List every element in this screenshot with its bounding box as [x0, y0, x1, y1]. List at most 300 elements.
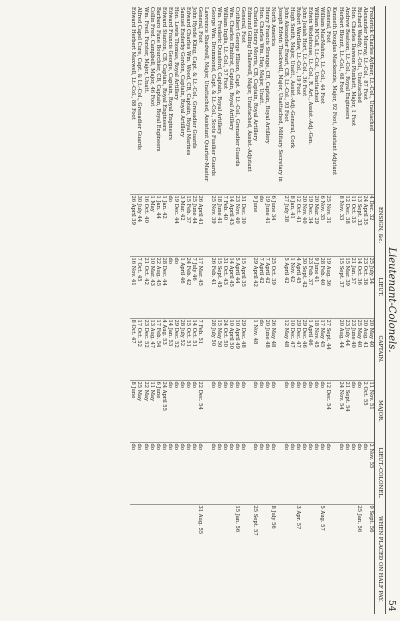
lieut-colonel-date: do [142, 442, 148, 504]
officer-name: Andrew Beatson, Lt.-Col., Royal Engineers [343, 7, 350, 120]
table-row [350, 6, 356, 614]
captain-date: 17 Oct. 52 [136, 318, 142, 380]
lieutenant-date: 25 July 34 [368, 256, 375, 318]
half-pay-date: 8 July 56 [270, 504, 276, 614]
half-pay-date: 25 Sept. 57 [252, 504, 258, 614]
captain-date: 26 May 48 [270, 318, 276, 380]
half-pay-date [301, 504, 307, 614]
ensign-date: 16 Oct. 40 [142, 194, 148, 256]
ensign-date: 25 June 44 [191, 194, 197, 256]
captain-date: 7 Feb. 51 [197, 318, 203, 380]
ensign-date: 31 Dec. 30 [240, 194, 246, 256]
officer-name: Charles Henry Morris, CB, Captain, Royal Artillery [252, 7, 259, 141]
major-date: do [167, 380, 173, 442]
ensign-date [277, 194, 283, 256]
major-date: 22 May [142, 380, 148, 442]
ensign-date: 23 Nov. 40 [234, 194, 240, 256]
lieutenant-date: 1 Nov. 42 [289, 256, 295, 318]
officer-name: Hon. Charles Dawson Plunkett, Major, 1 Foot [349, 7, 356, 127]
captain-date: 15 May 50 [216, 318, 222, 380]
major-date: 22 Dec. 54 [197, 380, 203, 442]
officer-name: Hon. Lewis Thomas, Royal Artillery [173, 7, 179, 101]
officer-name: Edward Herbert Maxwell, Lt.-Col., 88 Foot [130, 7, 137, 120]
lieut-colonel-date: do [319, 442, 325, 504]
lieutenant-date: 15 Sept. 37 [337, 256, 343, 318]
page-number: 54 [386, 600, 396, 612]
half-pay-date [209, 504, 215, 614]
captain-date: 12 May 48 [283, 318, 289, 380]
major-date: 11 May [149, 380, 155, 442]
ensign-date: 24 April 35 [362, 194, 368, 256]
officer-name: George Wm. Drummond, Capt. & Lt.-Col., Scots Fusilier Guards [209, 7, 216, 176]
table-row [136, 6, 142, 614]
lieutenant-date: 10 Mar. 43 [149, 256, 155, 318]
captain-date: 14 Jan. 53 [167, 318, 173, 380]
major-date: do [240, 380, 246, 442]
major-date: do [173, 380, 179, 442]
table-row [185, 6, 191, 614]
major-date: do [289, 380, 295, 442]
lieut-colonel-date: do [264, 442, 270, 504]
officer-name: Collin Fred. Campbell, Major, 46 Foot [148, 7, 155, 107]
ensign-date: 1 May [149, 194, 155, 256]
major-date: do [295, 380, 301, 442]
half-pay-date [179, 504, 185, 614]
lieut-colonel-date: do [197, 442, 203, 504]
lieut-colonel-date: do [270, 442, 276, 504]
captain-date: 18 Nov. 45 [313, 318, 319, 380]
major-date: 21 Sept. 54 [344, 380, 350, 442]
captain-date: 24 Oct. 50 [222, 318, 228, 380]
column-header-lieut-colonel: LIEUT.-COLONEL. [375, 442, 386, 504]
lieut-colonel-date: do [228, 442, 234, 504]
lieutenant-date: 19 Aug. 36 [325, 256, 331, 318]
captain-date: 29 Dec. 48 [240, 318, 246, 380]
half-pay-date [289, 504, 295, 614]
table-row [337, 6, 343, 614]
captain-date: 23 June 40 [350, 318, 356, 380]
officer-name: Wm. Fred. Forster, Major, Unatt. [142, 7, 149, 94]
ensign-date: 20 Nov. 40 [301, 194, 307, 256]
ensign-date: 6 Nov. 35 [319, 194, 325, 256]
ensign-date: 3 Mar. 42 [179, 194, 185, 256]
captain-date: 10 Dec. 47 [289, 318, 295, 380]
captain-date: 10 April 50 [228, 318, 234, 380]
ensign-date: 8 Nov. 33 [337, 194, 343, 256]
officer-name: Lawrence Shadwell, Major, Unattached, Assistant Quarter-Master [203, 7, 210, 182]
table-row [173, 6, 179, 614]
lieut-colonel-date: do [350, 442, 356, 504]
captain-date: 25 May 40 [356, 318, 362, 380]
major-date: 11 Nov. 51 [368, 380, 375, 442]
captain-date: 4 Aug. 53 [161, 318, 167, 380]
table-row [179, 6, 185, 614]
major-date: do [258, 380, 264, 442]
lieutenant-date: 16 Nov. 41 [130, 256, 136, 318]
lieut-colonel-date: do [252, 442, 258, 504]
ensign-date: do [258, 194, 264, 256]
officer-name: John Hynde Kling, Capt. & Lt.-Col., Grenadier Guards [191, 7, 198, 149]
lieutenant-date: 14 Oct. 36 [356, 256, 362, 318]
table-body [130, 6, 374, 614]
lieut-colonel-date: do [313, 442, 319, 504]
captain-date: 27 Sept. 44 [325, 318, 331, 380]
major-date: do [234, 380, 240, 442]
major-date: 25 May [136, 380, 142, 442]
ensign-date: 1 Jan. 42 [161, 194, 167, 256]
lieut-colonel-date [203, 442, 209, 504]
column-header-half-pay: WHEN PLACED ON HALF PAY. [375, 504, 386, 614]
major-date: do [350, 380, 356, 442]
officer-name: Hugh Smith, Major, Unatt., Assist.-Adj.-General, Cork [288, 7, 295, 149]
major-date: do [283, 380, 289, 442]
table-row [161, 6, 167, 614]
officer-name: Kenneth Douglas Mackenzie, Major, 92 Foot, Assistant Adjutant [331, 7, 338, 176]
officers-register-table [130, 6, 386, 614]
table-row [295, 6, 301, 614]
half-pay-date [222, 504, 228, 614]
ensign-date: 19 Dec. 44 [173, 194, 179, 256]
ensign-date: 1 Jan. 44 [155, 194, 161, 256]
half-pay-date: 3 Apr. 57 [295, 504, 301, 614]
lieut-colonel-date: do [307, 442, 313, 504]
half-pay-date [161, 504, 167, 614]
ensign-date: 19 June 41 [264, 194, 270, 256]
lieutenant-date: 4 April 45 [295, 256, 301, 318]
major-date [203, 380, 209, 442]
lieutenant-date: do [167, 256, 173, 318]
ensign-date: 30 July 44 [136, 194, 142, 256]
captain-date: do [258, 318, 264, 380]
table-header-row [375, 6, 386, 614]
table-row [356, 6, 362, 614]
captain-date: 1 Nov. 48 [252, 318, 258, 380]
lieut-colonel-date: do [216, 442, 222, 504]
officer-name: Joseph Edwin Thackwell, Major, Unattached, Military Secretary in [276, 7, 283, 182]
captain-date: 29 Dec. 46 [301, 318, 307, 380]
lieut-colonel-date: do [295, 442, 301, 504]
lieut-colonel-date: do [337, 442, 343, 504]
officer-name: Herbert Blount, Lt.-Col., 68 Foot [337, 7, 344, 93]
lieutenant-date: do [173, 256, 179, 318]
lieutenant-date: 5 April 42 [283, 256, 289, 318]
table-row [258, 6, 264, 614]
officer-name: William M'Call, Lt.-Col., Unattached [313, 7, 320, 103]
half-pay-date [136, 504, 142, 614]
table-row [142, 6, 148, 614]
lieut-colonel-date: do [240, 442, 246, 504]
lieut-colonel-date: do [173, 442, 179, 504]
half-pay-date [240, 504, 246, 614]
lieutenant-date: 29 April 42 [252, 256, 258, 318]
officer-name: Wm. Frederic Dunsford, Captain, Royal Artillery [215, 7, 222, 135]
lieutenant-date: 15 Mar. 39 [344, 256, 350, 318]
table-row [222, 6, 228, 614]
officer-name: General, Foot [240, 7, 247, 43]
officer-name: General, Foot [197, 7, 204, 43]
officer-name: Edwin Wodehouse, Lt.-Col., R. Art., Assist.-Adj.-Gen. [307, 7, 314, 145]
lieutenant-date: 23 Oct. 38 [362, 256, 368, 318]
column-header-captain: CAPTAIN. [375, 318, 386, 380]
lieut-colonel-date [277, 442, 283, 504]
lieut-colonel-date: do [234, 442, 240, 504]
lieutenant-date: 5 April 44 [234, 256, 240, 318]
ensign-date: 11 Oct. 33 [350, 194, 356, 256]
half-pay-date: 15 Jan. 56 [234, 504, 240, 614]
lieut-colonel-date: do [149, 442, 155, 504]
officer-name: Edmund Gilling Hallewell, Major, Unattached, Assist.-Adjutant [246, 7, 253, 172]
officer-name: Alfred Capel Cure, Capt. & Lt.-Col., Grenadier Guards [136, 7, 143, 150]
lieutenant-date: 7 April 42 [264, 256, 270, 318]
half-pay-date [216, 504, 222, 614]
ensign-date: 20 Mar. 29 [313, 194, 319, 256]
officer-name: John Josiah Hort, Lt.-Col., 36 Foot [300, 7, 307, 97]
table-row [203, 6, 209, 614]
major-date: do [307, 380, 313, 442]
lieut-colonel-date: do [362, 442, 368, 504]
ensign-date: 8 Jan. 41 [289, 194, 295, 256]
captain-date: 17 Feb. 54 [155, 318, 161, 380]
half-pay-date [350, 504, 356, 614]
officer-name: Hon. Charles Wm. Hay, Major, Unatt. [258, 7, 265, 105]
major-date: 8 June [130, 380, 136, 442]
table-row [167, 6, 173, 614]
table-row [307, 6, 313, 614]
officer-name: Edward Charles Wm. Wood, CB, Captain, Royal Marines [185, 7, 192, 156]
captain-date: 20 June 48 [264, 318, 270, 380]
half-pay-date [142, 504, 148, 614]
lieut-colonel-date: do [185, 442, 191, 504]
lieutenant-date: 7 April 42 [258, 256, 264, 318]
captain-date: 8 Oct. 47 [130, 318, 136, 380]
lieut-colonel-date: do [356, 442, 362, 504]
lieutenant-date: 7 July 46 [191, 256, 197, 318]
officer-name: General, Foot [325, 7, 332, 43]
captain-date: 29 Dec. 52 [173, 318, 179, 380]
officer-name: Henry Francis Strange, CB, Captain, Royal Artillery [264, 7, 271, 144]
table-row [289, 6, 295, 614]
officer-name: William Inglis, Lt.-Col., 57 Foot [221, 7, 228, 90]
major-date: do [179, 380, 185, 442]
half-pay-date [155, 504, 161, 614]
major-date: do [319, 380, 325, 442]
lieut-colonel-date: do [136, 442, 142, 504]
half-pay-date [203, 504, 209, 614]
captain-date: 28 July 52 [179, 318, 185, 380]
table-row [283, 6, 289, 614]
officer-name: Robert Wardlaw, Lt.-Col., 19 Foot [294, 7, 301, 95]
lieut-colonel-date: do [167, 442, 173, 504]
major-date: 6 June [155, 380, 161, 442]
column-header-major: MAJOR. [375, 380, 386, 442]
table-row [155, 6, 161, 614]
major-date: do [313, 380, 319, 442]
captain-date: 17 May 45 [319, 318, 325, 380]
ensign-date: 26 April 39 [130, 194, 136, 256]
ensign-date: 12 Oct. 41 [295, 194, 301, 256]
lieutenant-date [277, 256, 283, 318]
major-date: do [264, 380, 270, 442]
major-date: 12 Dec. 54 [325, 380, 331, 442]
captain-date: 15 Oct. 51 [185, 318, 191, 380]
lieut-colonel-date: do [155, 442, 161, 504]
lieut-colonel-date: do [301, 442, 307, 504]
officer-name: Cuthbert George Ellison, Capt. & Lt.-Col., Grenadier Guards [233, 7, 240, 167]
half-pay-date: 5 Aug. 57 [319, 504, 325, 614]
captain-date: 1 April 46 [307, 318, 313, 380]
lieut-colonel-date: do [130, 442, 136, 504]
ensign-date: 4 Dec. 32 [368, 194, 375, 256]
lieutenant-date: 17 Mar. 45 [197, 256, 203, 318]
ensign-date: 25 Nov. 39 [209, 194, 215, 256]
captain-date: 10 April 49 [234, 318, 240, 380]
major-date: do [222, 380, 228, 442]
captain-date: 29 Dec. 47 [295, 318, 301, 380]
lieutenant-date: 15 Sept. 45 [216, 256, 222, 318]
ensign-date: 14 April 43 [228, 194, 234, 256]
major-date: 24 Nov. 54 [337, 380, 343, 442]
half-pay-date [277, 504, 283, 614]
major-date [277, 380, 283, 442]
running-title: Lieutenant-Colonels. [386, 247, 397, 353]
half-pay-date [337, 504, 343, 614]
major-date: do [216, 380, 222, 442]
captain-date: 20 May 40 [368, 318, 375, 380]
ensign-date: 9 June [252, 194, 258, 256]
major-date: do [209, 380, 215, 442]
officer-name: Barbaro Fane Bourchier, CB, Captain, Royal Engineers [154, 7, 161, 152]
table-row [368, 6, 375, 614]
lieutenant-date: 24 Feb. 42 [185, 256, 191, 318]
captain-date [277, 318, 283, 380]
half-pay-date: 31 Aug. 55 [197, 504, 203, 614]
lieut-colonel-date: do [344, 442, 350, 504]
lieut-colonel-date: do [209, 442, 215, 504]
half-pay-date [331, 504, 337, 614]
column-header-lieut: LIEUT. [375, 256, 386, 318]
ensign-date: 27 July 38 [283, 194, 289, 256]
major-date: do [356, 380, 362, 442]
half-pay-date [173, 504, 179, 614]
column-header-ensign: ENSIGN, &c. [375, 194, 386, 256]
table-row [344, 6, 350, 614]
column-header-name [375, 6, 386, 194]
ensign-date: 15 Feb. 37 [185, 194, 191, 256]
ensign-date: 19 Dec. 34 [307, 194, 313, 256]
captain-date: 14 Oct. 51 [191, 318, 197, 380]
major-date: 2 Oct. 55 [362, 380, 368, 442]
half-pay-date [149, 504, 155, 614]
lieut-colonel-date [331, 442, 337, 504]
major-date [246, 380, 252, 442]
officer-name: Edward Stanton, CB, Captain, Royal Engineers [160, 7, 167, 132]
table-row [277, 6, 283, 614]
lieut-colonel-date: do [179, 442, 185, 504]
ensign-date: 7 Feb. 40 [222, 194, 228, 256]
table-row [234, 6, 240, 614]
major-date: do [185, 380, 191, 442]
half-pay-date [130, 504, 136, 614]
table-row [331, 6, 337, 614]
major-date: 24 April 55 [161, 380, 167, 442]
officer-name: Edward Francis George, Captain, Royal Engineers [166, 7, 173, 140]
half-pay-date [307, 504, 313, 614]
half-pay-date [283, 504, 289, 614]
half-pay-date [258, 504, 264, 614]
lieutenant-date: 31 Oct. 43 [222, 256, 228, 318]
lieutenant-date: 21 Oct. 42 [142, 256, 148, 318]
lieut-colonel-date [246, 442, 252, 504]
table-row [209, 6, 215, 614]
lieut-colonel-date: do [222, 442, 228, 504]
lieutenant-date: 25 Oct. 39 [270, 256, 276, 318]
major-date: do [228, 380, 234, 442]
half-pay-date [325, 504, 331, 614]
major-date: do [301, 380, 307, 442]
lieutenant-date: 21 Jan. 37 [350, 256, 356, 318]
lieut-colonel-date: do [258, 442, 264, 504]
lieutenant-date: 15 April 35 [240, 256, 246, 318]
table-row [216, 6, 222, 614]
officer-name: John Alexander Ewart, CB, Lt.-Col., 93 Foot [282, 7, 289, 122]
ensign-date: 6 June 34 [270, 194, 276, 256]
lieutenant-date: 28 Dec. 44 [161, 256, 167, 318]
table-row [228, 6, 234, 614]
lieutenant-date: 22 Aug. 45 [155, 256, 161, 318]
lieut-colonel-date: do [191, 442, 197, 504]
ensign-date: 12 Dec. 38 [344, 194, 350, 256]
table-row [149, 6, 155, 614]
lieutenant-date: 1 April 46 [179, 256, 185, 318]
major-date: do [191, 380, 197, 442]
lieut-colonel-date: do [289, 442, 295, 504]
officer-name: North America [270, 7, 277, 47]
captain-date: 23 Dec. 52 [142, 318, 148, 380]
lieutenant-date: 30 Sept. 42 [301, 256, 307, 318]
captain-date: 20 Aug. 41 [362, 318, 368, 380]
officer-name: Frederick Charles Aylmer, Lt.-Col., Unattached [368, 7, 374, 131]
ensign-date: 26 April 41 [197, 194, 203, 256]
lieut-colonel-date: do [325, 442, 331, 504]
table-row [319, 6, 325, 614]
officer-name: Richard Waddy, Lt.-Col., Unattached [355, 7, 362, 103]
half-pay-date: 9 Sept. 56 [368, 504, 375, 614]
half-pay-date [185, 504, 191, 614]
lieut-colonel-date: do [161, 442, 167, 504]
lieutenant-date: 14 April 45 [228, 256, 234, 318]
major-date: do [270, 380, 276, 442]
lieutenant-date: 26 Feb. 41 [209, 256, 215, 318]
table-row [252, 6, 258, 614]
lieutenant-date: 28 Feb. 40 [319, 256, 325, 318]
lieutenant-date: 7 Oct. 45 [136, 256, 142, 318]
ensign-date: 25 Nov. 31 [325, 194, 331, 256]
captain-date: 13 Aug. 47 [149, 318, 155, 380]
officer-name: Wm. Charles Elmhirst, Captain, Royal Artillery [227, 7, 234, 131]
table-row [130, 6, 136, 614]
lieut-colonel-date: 2 Nov. 55 [368, 442, 375, 504]
officer-name: Samuel Enderby Gordon, Captain, Royal Artillery [179, 7, 186, 137]
half-pay-date: 25 Jan. 56 [356, 504, 362, 614]
officer-name: Alexander Murray, Lt.-Col., 87 Foot [361, 7, 368, 101]
lieutenant-date: 9 June 41 [313, 256, 319, 318]
ensign-date: 13 Sept. 33 [356, 194, 362, 256]
ensign-date: do [167, 194, 173, 256]
half-pay-date [228, 504, 234, 614]
lieutenant-date: 23 Feb. 37 [307, 256, 313, 318]
captain-date: 23 July 44 [344, 318, 350, 380]
lieut-colonel-date: do [283, 442, 289, 504]
